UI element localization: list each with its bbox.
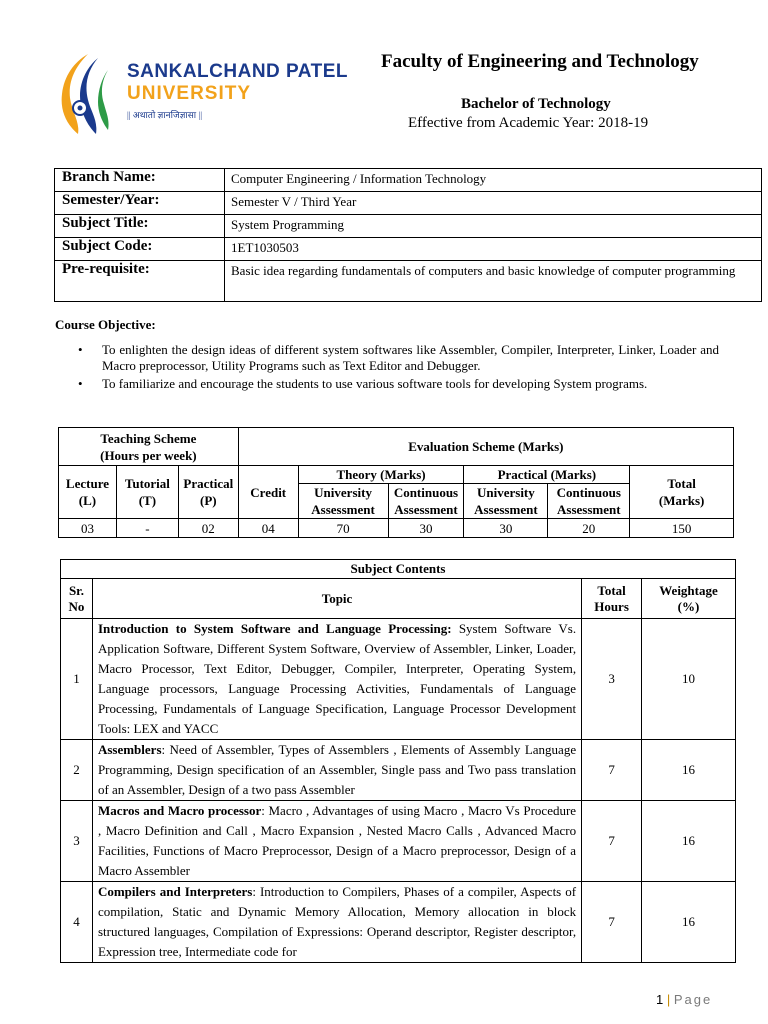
faculty-title: Faculty of Engineering and Technology [381,51,699,72]
info-row-title [55,215,762,238]
page-number: 1 [656,992,664,1007]
teaching-scheme-title: Teaching Scheme [100,430,197,446]
row-weightage: 16 [642,882,736,963]
topic-text: : Macro , Advantages of using Macro , Macro Vs Procedure , Macro Definition and Call , Macro Expansion , Nested Macro Calls , Advanced Macro Facilities, Functions of Macro Preprocessor, Design of a Macro preprocessor, Design of a Macro Assembler [97,803,577,878]
page-footer [656,992,712,1007]
info-label: Pre-requisite: [55,261,225,302]
weightage-label: Weightage [659,582,718,598]
theory-university-value: 70 [298,519,388,538]
info-label: Subject Title: [55,215,225,238]
lecture-value: 03 [59,519,117,538]
university-label: University [476,485,535,500]
info-value: System Programming [225,215,762,238]
info-label: Subject Code: [55,238,225,261]
continuous-label: Continuous [393,485,459,500]
row-weightage: 10 [642,619,736,740]
university-motto: || अथातो ज्ञानजिज्ञासा || [127,110,202,120]
assessment-label: Assessment [557,502,621,517]
info-row-branch [55,169,762,192]
row-weightage: 16 [642,740,736,801]
subject-info-table [54,168,762,302]
row-sr: 4 [61,882,93,963]
assessment-label: Assessment [474,502,538,517]
credit-header: Credit [238,466,298,519]
row-sr: 2 [61,740,93,801]
row-weightage: 16 [642,801,736,882]
university-label: University [314,485,372,500]
info-value: Computer Engineering / Information Technology [225,169,762,192]
logo-emblem-icon [58,50,122,140]
row-hours: 3 [582,619,642,740]
weightage-header [642,579,736,619]
info-row-prerequisite [55,261,762,302]
subject-contents-title: Subject Contents [61,560,736,579]
scheme-values-row [59,519,734,538]
sr-label: Sr. [68,582,84,598]
evaluation-scheme-title: Evaluation Scheme (Marks) [238,428,733,466]
practical-university-value: 30 [464,519,548,538]
effective-year: Effective from Academic Year: 2018-19 [408,115,649,131]
theory-continuous-value: 30 [388,519,464,538]
practical-continuous-value: 20 [548,519,630,538]
info-label: Branch Name: [55,169,225,192]
total-value: 150 [630,519,734,538]
course-objective-list [78,342,719,394]
teaching-scheme-header [59,428,239,466]
row-topic [92,619,581,740]
topic-text: : Introduction to Compilers, Phases of a compiler, Aspects of compilation, Static and Dynamic Memory Allocation, Memory allocation in block structured languages, Compilation of Expressions: Operand descriptor, Register descriptor, Expression tree, Intermediate code for [97,884,577,959]
total-marks-header [630,466,734,519]
practical-marks-header: Practical (Marks) [464,466,630,484]
tutorial-label: Tutorial [124,476,170,491]
row-hours: 7 [582,740,642,801]
topic-text: System Software Vs. Application Software, Different System Software, Overview of Assembler, Linker, Loader, Macro Processor, Text Editor, Debugger, Compiler, Interpreter, Operating System, Language processors, Language Processing Activities, Fundamentals of Language Processing, Fundamentals of Language Specification, Language Processor Development Tools: LEX and YACC [97,621,577,736]
total-label: Total [597,582,626,598]
practical-value: 02 [178,519,238,538]
assessment-label: Assessment [311,502,375,517]
total-hours-header [582,579,642,619]
table-row [61,619,736,740]
row-hours: 7 [582,801,642,882]
practical-university-header [464,484,548,519]
practical-label: Practical [183,476,234,491]
no-label: No [68,598,85,614]
info-row-code [55,238,762,261]
sr-no-header [61,579,93,619]
row-topic [92,801,581,882]
scheme-table [58,427,734,538]
assessment-label: Assessment [394,502,458,517]
info-value: Basic idea regarding fundamentals of computers and basic knowledge of computer programming [225,261,762,302]
info-label: Semester/Year: [55,192,225,215]
practical-header [178,466,238,519]
lecture-label: Lecture [65,476,109,491]
theory-marks-header: Theory (Marks) [298,466,464,484]
continuous-label: Continuous [556,485,621,500]
theory-continuous-header [388,484,464,519]
page-word: Page [673,992,713,1007]
info-value: 1ET1030503 [225,238,762,261]
lecture-header [59,466,117,519]
total-sublabel: (Marks) [658,493,705,508]
topic-heading: Macros and Macro processor [97,803,262,818]
tutorial-value: - [116,519,178,538]
page-separator: | [666,992,671,1007]
table-row [61,882,736,963]
row-topic [92,882,581,963]
topic-header: Topic [92,579,581,619]
row-hours: 7 [582,882,642,963]
theory-university-header [298,484,388,519]
tutorial-header [116,466,178,519]
info-row-semester [55,192,762,215]
percent-label: (%) [677,598,700,614]
topic-heading: Compilers and Interpreters [97,884,253,899]
degree-title: Bachelor of Technology [461,96,611,112]
table-row [61,740,736,801]
info-value: Semester V / Third Year [225,192,762,215]
teaching-scheme-subtitle: (Hours per week) [100,447,197,463]
table-row [61,801,736,882]
list-item: • To enlighten the design ideas of different system softwares like Assembler, Compiler, Interpreter, Linker, Loader and Macro preprocessor, Utility Programs such as Text Editor and Debugger. [78,342,719,374]
credit-value: 04 [238,519,298,538]
lecture-abbr: (L) [78,493,97,508]
practical-abbr: (P) [199,493,217,508]
total-label: Total [667,476,696,491]
hours-label: Hours [594,598,629,614]
list-item: • To familiarize and encourage the students to use various software tools for developing System programs. [78,376,719,392]
university-name-line2: UNIVERSITY [127,83,252,104]
tutorial-abbr: (T) [138,493,157,508]
practical-continuous-header [548,484,630,519]
row-sr: 3 [61,801,93,882]
course-objective-title: Course Objective: [55,317,156,332]
topic-heading: Assemblers [97,742,162,757]
topic-text: : Need of Assembler, Types of Assemblers , Elements of Assembly Language Programming, Design specification of an Assembler, Single pass and Two pass translation of an Assembler, Design of a two pass Assembler [97,742,577,797]
subject-contents-table [60,559,736,963]
row-topic [92,740,581,801]
row-sr: 1 [61,619,93,740]
topic-heading: Introduction to System Software and Language Processing: [97,621,452,636]
university-name-line1: SANKALCHAND PATEL [127,61,349,82]
